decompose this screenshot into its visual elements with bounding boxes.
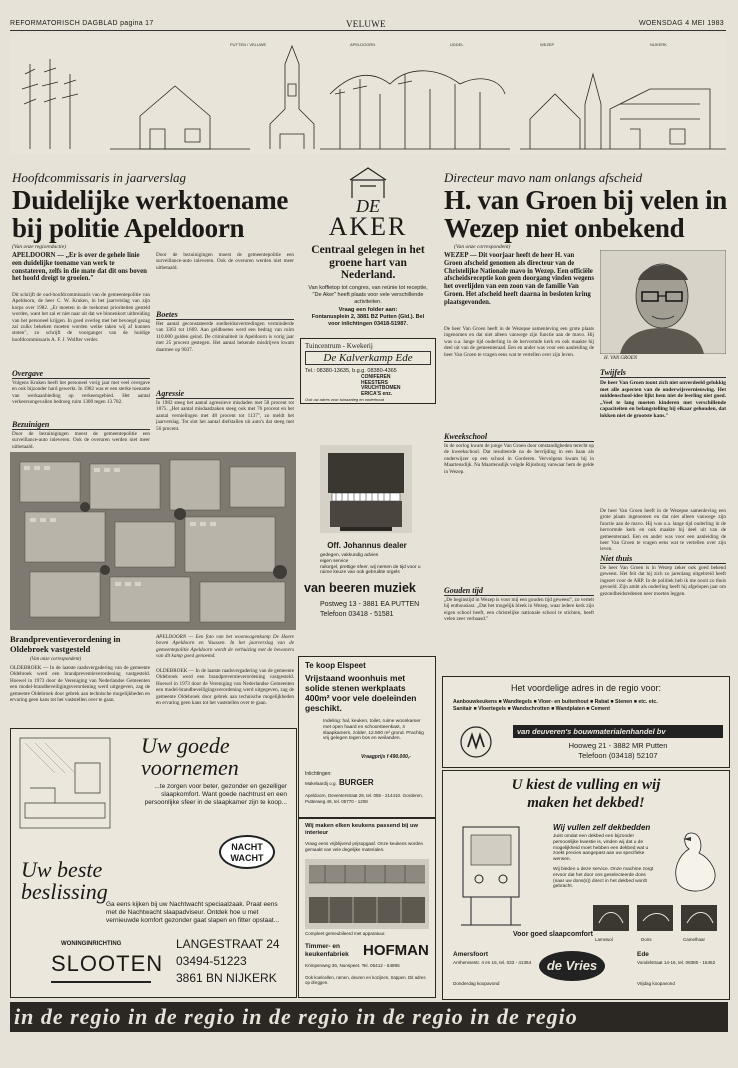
left-article-col2a: Het aantal geconstateerde snelheidsovertredingen verminderde van 3363 tot 1669. Aan geldboetes werd een bedrag van ruim 110.000 gulden geind. De criminaliteit in Apeldoorn is vorig jaar met 25 procent gestegen. Het aantal bekende misdrijven kwam daarmee op 9037. [156,321,294,353]
deuveren-item: Stenen [615,699,633,705]
elspeet-info: Inlichtingen: [305,771,332,777]
kalverkamp-item: ERICA'S enz. [361,390,393,397]
deuveren-title: Het voordelige adres in de regio voor: [510,683,662,693]
elspeet-headline: Vrijstaand woonhuis met solide stenen werkplaats 400m² voor vele doeleinden geschikt. [305,673,417,713]
organ-bullets [320,553,430,576]
organ-address: Postweg 13 - 3881 EA PUTTEN [320,601,420,608]
elspeet-top: Te koop Elspeet [305,661,366,670]
kalverkamp-top: Tuincentrum - Kwekerij [305,342,373,350]
deuveren-item: Vloer- en buitenhout [538,699,589,705]
hofman-ad [298,818,436,998]
right-article-col1b: In de oorlog kwam de jonge Van Groen door omstandigheden terecht op de kweekschool. Dat resulteerde na de bevrijding in een baan als onderwijzer op een school in Gorderen. Vervolgens kwam hij in Maartensdijk. Na Maartensdijk volgde Rijnsburg vanwaar hem de gelde in Wezep. [444,443,594,475]
fire-article-headline: Brandpreventieverordening in Oldebroek vastgesteld [10,634,121,654]
slooten-brand-top: WONINGINRICHTING [61,941,122,947]
aerial-photo-camp [10,452,296,630]
portrait-caption: H. VAN GROEN [604,356,638,361]
deuveren-item: etc. etc. [638,699,658,705]
kalverkamp-item: HEESTERS [361,379,388,386]
right-article-headline: H. van Groen bij velen in Wezep niet onbekend [444,185,728,243]
slooten-brand: SLOOTEN [51,951,151,983]
right-article-kicker: Directeur mavo nam onlangs afscheid [444,170,643,185]
aker-text: Van koffietop tot congres, van reünie tot receptie, "De Aker" heeft plaats voor vele verschillende activiteiten. [308,285,428,305]
right-article-col1c: „De beginstijd in Wezep is voor mij een gouden tijd geweest", zo vertelt hij enthousiast. „Dat het mogelijk bleek in Wezep, waar iedere kerk zijn eigen school heeft, een christelijke nationale school te stichten, heeft velen zeer verbaasd." [444,597,594,623]
vries-note-right: Vrijdag koopavond [637,981,675,986]
hofman-line1: Timmer- en [305,943,340,950]
elspeet-agent: BURGER [339,778,374,787]
hofman-caption: Compleet gemeubileerd met apparatuur. [305,931,386,936]
vries-addr-right-title: Ede [637,951,649,958]
left-article-kicker: Hoofdcommissaris in jaarverslag [12,170,187,185]
right-article-sub-kweekschool: Kweekschool [444,432,594,442]
deuveren-item: Wandplaten [555,705,585,712]
deuveren-item: Sanitair [453,705,473,712]
slooten-script-4: beslissing [21,879,108,904]
slooten-ad [10,728,297,998]
well-icon [346,164,390,200]
vries-text: Juist omdat een dekbed een bijzonder persoonlijke kwestie is, vinden wij dat u de mogelijkheid moet hebben een dekbed wat u zoekt precies aangepast aan uw specifieke wensen. [553,834,649,863]
right-article-lead: WEZEP — Dit voorjaar heeft de heer H. van Groen afscheid genomen als directeur van de Christelijke Nationale mavo in Wezep. Een officiële afscheidsreceptie kon geen doorgang vinden wegens het overlijden van een zoon van de familie Van Groen. Het afscheid heeft daarna in besloten kring plaatsgevonden. [444,252,594,306]
header-rule [10,30,726,31]
deuveren-item: Cement [590,705,610,712]
organ-title: Off. Johannus dealer [327,541,407,550]
deuveren-ad [442,676,730,768]
right-article-col2-mid: De heer Van Groen heeft in de Wezepse samenleving een grote plaats ingenomen en dat niet alleen vanwege zijn functie aan de mavo. Hij was o.a. lange tijd ouderling in de hervormde kerk en ook maakte hij deel uit van de gemeenteraad. Een en ander was voor een aanleiding de heer Van Groen te vragen eens wat te vertellen over zijn leven. [600,508,726,552]
left-article-col2-intro: Door de bezuinigingen moest de gemeentepolitie een surveillance-auto inleveren. Ook de overuren werden niet meer uitbetaald. [156,252,294,271]
vries-slogan: Voor goed slaapcomfort [513,931,593,938]
right-article-sub-twijfels: Twijfels [600,368,726,378]
vries-note-left: Donderdag koopavond [453,981,500,986]
left-article-col1: Dit schrijft de oud-hoofdcommissaris van de gemeentepolitie van Apeldoorn, de heer C. W. Kruken, in het jaarverslag van zijn korps over 1982. „Er moeten in de toekomst prioriteiten gesteld worden, want het zal er niet naar uit dat we binnenkort uitbreiding van het personeel krijgen. In goed overleg met het bevoegd gezag zal zulks bekeken moeten worden welke taken wij af kunnen stoten", zo schrijft de voorganger van de huidige hoofdcommissaris A. F. J. Wolfter verder. [12,292,150,343]
left-article-byline: (Van onze regioredactie) [12,244,66,250]
organ-bullet: eigen service [320,558,349,564]
vries-addr-right: Vondelstraat 14-16, tel. 08380 - 15452 [637,960,716,965]
fire-article-body: OLDEBROEK — In de laatste raadsvergadering van de gemeente Oldebroek werd een brandpreventieverordening vastgesteld. Hoewel in 1973 door de Vereniging van Nederlandse Gemeenten een model-brandbeveiligingsverordening werd uitgegeven, zag de gemeente Oldebroek door gebrek aan technische mogelijkheden en ervaring geen kans tot het vaststellen over te gaan. [10,665,150,704]
fire-article-byline: (Van onze correspondent) [30,657,82,662]
elspeet-agent-address: Apeldoorn, Deventerstraat 29, tel. 055 - 214410. Gorderen, Putterweg 49, tel. 05770 - 1208 [305,793,423,804]
organ-ad [300,405,434,637]
vries-ad [442,770,730,1000]
deuveren-item: Vloertegels [478,705,507,712]
kalverkamp-item: VRUCHTBOMEN [361,385,401,392]
kitchen-photo [305,859,429,929]
nachtwacht-logo [219,835,275,869]
slooten-address: LANGESTRAAT 24 [176,937,280,951]
aker-address: Fontanusplein 2, 3881 BZ Putten (Gld.). Bel voor inlichtingen 03418-51987. [311,314,425,327]
left-article-col1b: Volgens Kruken heeft het personeel vorig jaar met veel overgave en ook bijzonder hard gewerkt. In 1982 was er een sterke toename van werkaanbieding op verkeersgebied. Het aantal verkeersongevallen bedroeg ruim 1300 tegen 13.782. [12,380,150,406]
fire-article-body-col2: OLDEBROEK — In de laatste raadsvergadering van de gemeente Oldebroek werd een brandpreventieverordening vastgesteld. Hoewel in 1973 door de Vereniging van Nederlandse Gemeenten een model-brandbeveiligingsverordening werd uitgegeven, zag de gemeente Oldebroek door gebrek aan technische mogelijkheden en ervaring geen kans tot het vaststellen over te gaan. [156,668,294,707]
elspeet-agent-sub: Makelaardij o.g. [305,781,337,786]
vries-sub: Wij vullen zelf dekbedden [553,823,651,832]
deuveren-address: Hooweg 21 - 3882 MR Putten [568,741,668,750]
organ-bullet: gedegen, vakkundig advies [320,553,379,558]
left-article-sub-bezuinigen: Bezuinigen [12,420,150,430]
vries-addr-left: Arnhemsestr. 4 en 16, tel. 033 - 41364 [453,960,532,965]
goose-illustration [661,825,723,901]
hofman-brand: HOFMAN [363,942,429,959]
nachtwacht-logo-line1: NACHT [231,842,263,852]
left-article-col1c: Door de bezuinigingen moest de gemeentepolitie een surveillance-auto inleveren. Ook de overuren werden niet meer uitbetaald. [12,431,150,449]
vries-headline-1: U kiest de vulling en wij [511,777,661,793]
elspeet-price: Vraagprijs f 490.000,- [361,754,411,760]
slooten-script-1: Uw goede [141,733,230,758]
right-article-sub-gouden-tijd: Gouden tijd [444,586,594,596]
hofman-text: Vraag eens vrijblijvend prijsopgaaf. Onze keukens worden gemaakt van vele degelijke materialen. [305,841,424,852]
left-article-headline: Duidelijke werktoename bij politie Apeldoorn [12,185,289,243]
aker-logo-top: DE [356,196,380,216]
hofman-line2: keukenfabriek [305,951,349,958]
footer-banner-text: in de regio in de regio in de regio in de regio in de regio [14,1004,578,1029]
right-article-col2b: De heer Van Groen is in Wezep zeker ook goed bekend geweest. Het feit dat hij zich zo jarenlang uitgebreid heeft ingezet voor de ARP. In de politiek heb ik me nooit zo thuis gevoeld. Zijn ambt als ouderling heeft hij afgelopen jaar om gezondheidsredenen neer moeten leggen. [600,565,726,597]
elspeet-details: Indeling: hal, keuken, toilet, ruime woonkamer met open haard en schoorsteenkast, 4 slaapkamers, zolder, 12.500 m² grond. Prachtig vrij gelegen tegen bos en weilanden. [323,719,424,742]
aker-ad [300,160,436,335]
deuveren-item: Rabat [594,699,609,705]
kalverkamp-phone: Tel.: 08380-13635, b.g.g. 08380-4365 [305,368,397,374]
slooten-phone: 03494-51223 [176,954,247,968]
organ-bullet: ruilorgel, prettige sfeer, wij nemen de tijd voor u [320,564,421,570]
banner-label-1: PUTTEN / VELUWE [230,42,267,47]
right-article-byline: (Van onze correspondent) [454,244,511,250]
deuveren-brand: van deuveren's bouwmaterialenhandel bv [513,725,723,738]
filling-machine-illustration [451,821,531,931]
organ-photo [320,445,412,533]
kalverkamp-name: De Kalverkamp Ede [305,351,431,365]
footer-banner [10,1002,728,1032]
kalverkamp-note: Ook uw adres voor tuinaanleg en onderhoud [305,397,384,402]
right-article-col2a: De heer Van Groen toont zich niet onverdeeld gelukkig met alle aspecten van de onderwijsvernieuwing. Het middenschool-idee lijkt hem niet de leerling niet goed. „Veel te lang moeten kinderen met verschillende capaciteiten en belangstelling bij elkaar gehouden, dat lokken niet de grootste kans." [600,380,726,419]
hofman-address: Krimpenweg 36, Nunspeet. Tel. 05412 - 54895 [305,963,400,968]
kalverkamp-ad [300,338,436,404]
organ-phone: Telefoon 03418 - 51581 [320,611,394,618]
aker-cta: Vraag een folder aan: [338,307,398,313]
vries-filling: Camelhaar [683,937,706,942]
portrait-photo-van-groen [600,250,726,354]
left-article-col2b: In 1982 steeg het aantal agressieve misdaden met 58 procent tot 1875. „Het aantal misdaadzaken steeg ook met 76 procent en het aantal vernielingen met 48 procent tot 1137", zo meldt het jaarverslag. Tot slot het aantal diefstallen uit auto's dat steeg met 56 procent. [156,400,294,432]
page-header-section: VELUWE [346,19,386,29]
slooten-script-2: voornemen [141,755,239,780]
deuveren-item: Wandschrotten [512,705,550,712]
banner-label-5: NIJKERK [650,42,667,47]
deuveren-item: Wandtegels [503,699,533,705]
vries-filling: Dons [641,937,652,942]
left-article-sub-boetes: Boetes [156,310,294,320]
hofman-top: Wij maken elken keukens passend bij uw interieur [305,823,419,836]
veluwe-banner-illustration [10,34,726,154]
aerial-photo-caption: APELDOORN — Een foto van het woonwagenkamp De Haere boven Apeldoorn en Vaassen. In het jaarverslag van de gemeentepolitie Apeldoorn wordt de verhuizing met de bewoners van dit kamp goed genoemd. [156,634,294,660]
slooten-text-1: ...te zorgen voor beter, gezonder en gezelliger slaapkomfort. Want goede nachtrust en een persoonlijke sfeer in de slaapkamer zijn te koop... [144,783,287,806]
left-article-sub-agressie: Agressie [156,389,294,399]
right-article-sub-niet-thuis: Niet thuis [600,554,726,564]
kalverkamp-item: CONIFEREN [361,374,391,380]
slooten-text-2: Ga eens kijken bij uw Nachtwacht speciaalzaak. Praat eens met de Nachtwacht slaapadviseur. Ontdek hoe u met vernieuwde komfort gezonder gaat slapen en fitter opstaat... [106,901,280,924]
nachtwacht-logo-line2: WACHT [230,853,264,863]
banner-label-4: WEZEP [540,42,555,47]
hofman-note: Ook koelcellen, ramen, deuren en kozijnen, trappen. Dit adres op dreggen. [305,975,426,986]
vries-brand: de Vries [539,951,605,981]
banner-label-2: APELDOORN [350,42,376,47]
deuveren-item: Aanbouwkeukens [453,699,498,705]
banner-label-3: UDDEL [450,42,464,47]
organ-bullet: ruime keuze van ook gebruikte orgels [320,570,400,576]
deuveren-phone: Telefoon (03418) 52107 [578,751,658,760]
deuveren-logo-icon [459,725,493,759]
page-header-date: WOENSDAG 4 MEI 1983 [638,20,724,27]
organ-brand: van beeren muziek [304,581,416,595]
bedroom-illustration [15,733,115,833]
slooten-city: 3861 BN NIJKERK [176,971,277,985]
vries-addr-left-title: Amersfoort [453,951,489,958]
slooten-script-3: Uw beste [21,857,103,882]
left-article-lead: APELDOORN — „Er is over de gehele linie een duidelijke toename van werk te constateren, zelfs in die mate dat dit ons boven het hoofd dreigt te groeien." [12,252,147,283]
page-header-left: REFORMATORISCH DAGBLAD pagina 17 [10,20,154,27]
aker-logo: AKER [328,212,408,241]
aker-tagline: Centraal gelegen in het groene hart van Nederland. [311,244,425,281]
left-article-sub-overgave: Overgave [12,369,150,379]
kalverkamp-items [361,375,400,397]
elspeet-ad [298,656,436,818]
vries-headline-2: maken het dekbed! [527,795,645,811]
right-article-col1: De heer Van Groen heeft in de Wezepse samenleving een grote plaats ingenomen en dat niet alleen vanwege zijn functie aan de mavo. Hij was o.a. lange tijd ouderling in de hervormde kerk en ook maakte hij deel uit van de gemeenteraad. Een en ander was voor een aanleiding de heer Van Groen te vragen eens wat te vertellen over zijn leven. [444,326,594,358]
vries-text-2: Wij bieden u deze service. Onze machine zorgt ervoor dat het door ons geselecteerde dons (naar uw dons(s)) direct in het dekbed wordt gebracht. [553,867,654,890]
vries-filling: Lamswol [595,937,613,942]
deuveren-items: Aanbouwkeukens ■ Wandtegels ■ Vloer- en buitenhout ■ Rabat ■ Stenen ■ etc. etc. Sanitair ■ Vloertegels ■ Wandschrotten ■ Wandplaten ■ Cement [453,699,658,712]
